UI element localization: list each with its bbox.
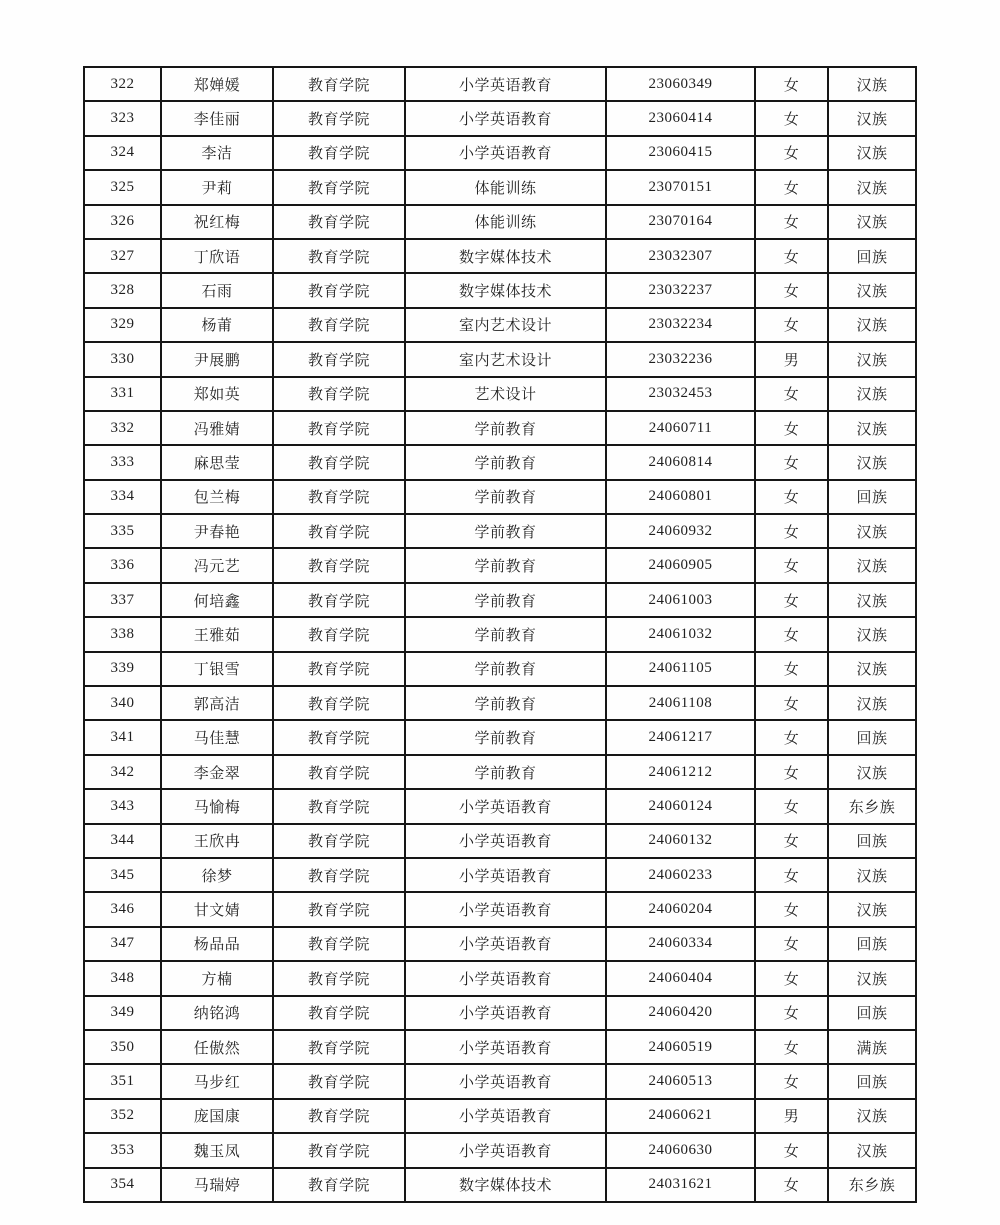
cell-ethnicity: 汉族	[828, 170, 916, 204]
cell-ethnicity: 汉族	[828, 961, 916, 995]
cell-name: 马愉梅	[161, 789, 273, 823]
cell-gender: 女	[755, 892, 828, 926]
cell-ethnicity: 汉族	[828, 101, 916, 135]
cell-gender: 女	[755, 273, 828, 307]
cell-gender: 女	[755, 1133, 828, 1167]
table-row	[84, 961, 916, 995]
cell-ethnicity: 回族	[828, 927, 916, 961]
cell-gender: 女	[755, 445, 828, 479]
cell-ethnicity: 汉族	[828, 858, 916, 892]
cell-row-number: 328	[84, 273, 161, 307]
cell-college: 教育学院	[273, 170, 405, 204]
table-row	[84, 1099, 916, 1133]
cell-name: 甘文婧	[161, 892, 273, 926]
cell-major: 小学英语教育	[405, 1099, 606, 1133]
cell-name: 马瑞婷	[161, 1168, 273, 1202]
cell-college: 教育学院	[273, 686, 405, 720]
cell-ethnicity: 汉族	[828, 652, 916, 686]
cell-major: 小学英语教育	[405, 1133, 606, 1167]
cell-gender: 女	[755, 617, 828, 651]
cell-ethnicity: 汉族	[828, 205, 916, 239]
table-row	[84, 445, 916, 479]
cell-major: 小学英语教育	[405, 101, 606, 135]
cell-college: 教育学院	[273, 583, 405, 617]
table-row	[84, 205, 916, 239]
cell-college: 教育学院	[273, 411, 405, 445]
cell-row-number: 324	[84, 136, 161, 170]
cell-row-number: 347	[84, 927, 161, 961]
cell-ethnicity: 汉族	[828, 755, 916, 789]
cell-gender: 男	[755, 1099, 828, 1133]
table-row	[84, 136, 916, 170]
cell-name: 马佳慧	[161, 720, 273, 754]
cell-major: 学前教育	[405, 686, 606, 720]
cell-student-id: 24061003	[606, 583, 755, 617]
table-row	[84, 273, 916, 307]
cell-row-number: 343	[84, 789, 161, 823]
cell-student-id: 23032237	[606, 273, 755, 307]
cell-gender: 女	[755, 686, 828, 720]
table-row	[84, 858, 916, 892]
cell-student-id: 23032236	[606, 342, 755, 376]
table-row	[84, 720, 916, 754]
cell-college: 教育学院	[273, 1133, 405, 1167]
cell-major: 数字媒体技术	[405, 239, 606, 273]
cell-major: 体能训练	[405, 205, 606, 239]
cell-major: 学前教育	[405, 720, 606, 754]
cell-row-number: 331	[84, 377, 161, 411]
cell-gender: 女	[755, 755, 828, 789]
table-row	[84, 996, 916, 1030]
cell-row-number: 353	[84, 1133, 161, 1167]
cell-student-id: 23060415	[606, 136, 755, 170]
cell-student-id: 24060630	[606, 1133, 755, 1167]
cell-row-number: 330	[84, 342, 161, 376]
cell-ethnicity: 回族	[828, 720, 916, 754]
cell-name: 纳铭鸿	[161, 996, 273, 1030]
cell-gender: 女	[755, 996, 828, 1030]
cell-gender: 女	[755, 652, 828, 686]
cell-gender: 女	[755, 824, 828, 858]
student-roster-table	[83, 66, 917, 1203]
cell-name: 马步红	[161, 1064, 273, 1098]
cell-major: 小学英语教育	[405, 927, 606, 961]
cell-major: 学前教育	[405, 514, 606, 548]
cell-college: 教育学院	[273, 377, 405, 411]
cell-college: 教育学院	[273, 824, 405, 858]
cell-major: 小学英语教育	[405, 892, 606, 926]
cell-major: 艺术设计	[405, 377, 606, 411]
cell-college: 教育学院	[273, 480, 405, 514]
cell-gender: 女	[755, 1030, 828, 1064]
cell-student-id: 24060233	[606, 858, 755, 892]
cell-ethnicity: 汉族	[828, 583, 916, 617]
cell-student-id: 24060932	[606, 514, 755, 548]
cell-ethnicity: 汉族	[828, 445, 916, 479]
table-row	[84, 239, 916, 273]
cell-student-id: 24031621	[606, 1168, 755, 1202]
cell-college: 教育学院	[273, 548, 405, 582]
table-row	[84, 170, 916, 204]
cell-row-number: 342	[84, 755, 161, 789]
cell-gender: 女	[755, 514, 828, 548]
cell-major: 学前教育	[405, 617, 606, 651]
cell-gender: 女	[755, 480, 828, 514]
cell-college: 教育学院	[273, 67, 405, 101]
cell-college: 教育学院	[273, 239, 405, 273]
cell-name: 祝红梅	[161, 205, 273, 239]
cell-college: 教育学院	[273, 101, 405, 135]
cell-student-id: 24061108	[606, 686, 755, 720]
cell-row-number: 322	[84, 67, 161, 101]
cell-row-number: 352	[84, 1099, 161, 1133]
cell-name: 徐梦	[161, 858, 273, 892]
cell-name: 尹展鹏	[161, 342, 273, 376]
cell-ethnicity: 汉族	[828, 273, 916, 307]
cell-college: 教育学院	[273, 617, 405, 651]
cell-row-number: 339	[84, 652, 161, 686]
cell-major: 学前教育	[405, 411, 606, 445]
table-row	[84, 686, 916, 720]
cell-row-number: 354	[84, 1168, 161, 1202]
cell-name: 李金翠	[161, 755, 273, 789]
cell-name: 石雨	[161, 273, 273, 307]
cell-name: 庞国康	[161, 1099, 273, 1133]
cell-major: 体能训练	[405, 170, 606, 204]
cell-ethnicity: 汉族	[828, 1099, 916, 1133]
cell-row-number: 338	[84, 617, 161, 651]
cell-major: 数字媒体技术	[405, 1168, 606, 1202]
cell-student-id: 24060905	[606, 548, 755, 582]
cell-ethnicity: 回族	[828, 824, 916, 858]
cell-student-id: 24060519	[606, 1030, 755, 1064]
cell-row-number: 325	[84, 170, 161, 204]
cell-major: 学前教育	[405, 583, 606, 617]
cell-ethnicity: 汉族	[828, 617, 916, 651]
cell-major: 小学英语教育	[405, 789, 606, 823]
cell-ethnicity: 回族	[828, 996, 916, 1030]
cell-gender: 女	[755, 583, 828, 617]
cell-college: 教育学院	[273, 136, 405, 170]
cell-row-number: 329	[84, 308, 161, 342]
cell-row-number: 351	[84, 1064, 161, 1098]
cell-name: 郭高洁	[161, 686, 273, 720]
cell-student-id: 24061217	[606, 720, 755, 754]
cell-row-number: 345	[84, 858, 161, 892]
cell-gender: 女	[755, 239, 828, 273]
cell-gender: 女	[755, 789, 828, 823]
cell-ethnicity: 满族	[828, 1030, 916, 1064]
cell-major: 小学英语教育	[405, 1064, 606, 1098]
cell-student-id: 24060420	[606, 996, 755, 1030]
cell-name: 冯雅婧	[161, 411, 273, 445]
cell-row-number: 332	[84, 411, 161, 445]
table-row	[84, 514, 916, 548]
cell-ethnicity: 汉族	[828, 1133, 916, 1167]
cell-row-number: 333	[84, 445, 161, 479]
cell-student-id: 24060814	[606, 445, 755, 479]
table-row	[84, 927, 916, 961]
cell-college: 教育学院	[273, 755, 405, 789]
cell-row-number: 340	[84, 686, 161, 720]
cell-major: 小学英语教育	[405, 136, 606, 170]
cell-college: 教育学院	[273, 961, 405, 995]
table-row	[84, 342, 916, 376]
cell-student-id: 23032234	[606, 308, 755, 342]
table-row	[84, 101, 916, 135]
cell-name: 王欣冉	[161, 824, 273, 858]
cell-college: 教育学院	[273, 927, 405, 961]
cell-ethnicity: 东乡族	[828, 1168, 916, 1202]
cell-major: 学前教育	[405, 480, 606, 514]
cell-ethnicity: 汉族	[828, 342, 916, 376]
cell-row-number: 341	[84, 720, 161, 754]
cell-major: 小学英语教育	[405, 961, 606, 995]
cell-college: 教育学院	[273, 514, 405, 548]
cell-ethnicity: 汉族	[828, 308, 916, 342]
cell-ethnicity: 回族	[828, 1064, 916, 1098]
cell-college: 教育学院	[273, 996, 405, 1030]
cell-college: 教育学院	[273, 342, 405, 376]
cell-row-number: 348	[84, 961, 161, 995]
cell-name: 任傲然	[161, 1030, 273, 1064]
table-row	[84, 480, 916, 514]
cell-name: 杨莆	[161, 308, 273, 342]
cell-major: 学前教育	[405, 548, 606, 582]
cell-college: 教育学院	[273, 1099, 405, 1133]
cell-name: 丁欣语	[161, 239, 273, 273]
cell-row-number: 323	[84, 101, 161, 135]
cell-ethnicity: 回族	[828, 239, 916, 273]
cell-gender: 女	[755, 927, 828, 961]
cell-ethnicity: 汉族	[828, 514, 916, 548]
cell-ethnicity: 汉族	[828, 411, 916, 445]
cell-name: 尹春艳	[161, 514, 273, 548]
cell-gender: 女	[755, 101, 828, 135]
table-row	[84, 755, 916, 789]
cell-major: 学前教育	[405, 652, 606, 686]
cell-ethnicity: 汉族	[828, 892, 916, 926]
cell-gender: 女	[755, 308, 828, 342]
cell-gender: 女	[755, 961, 828, 995]
cell-student-id: 24060711	[606, 411, 755, 445]
cell-major: 数字媒体技术	[405, 273, 606, 307]
cell-name: 包兰梅	[161, 480, 273, 514]
cell-ethnicity: 东乡族	[828, 789, 916, 823]
table-row	[84, 1168, 916, 1202]
cell-gender: 男	[755, 342, 828, 376]
cell-student-id: 23032453	[606, 377, 755, 411]
cell-gender: 女	[755, 205, 828, 239]
cell-name: 郑婵媛	[161, 67, 273, 101]
cell-college: 教育学院	[273, 652, 405, 686]
cell-ethnicity: 汉族	[828, 548, 916, 582]
cell-student-id: 23060414	[606, 101, 755, 135]
cell-college: 教育学院	[273, 789, 405, 823]
cell-student-id: 24061032	[606, 617, 755, 651]
cell-row-number: 336	[84, 548, 161, 582]
cell-major: 小学英语教育	[405, 824, 606, 858]
cell-row-number: 344	[84, 824, 161, 858]
cell-major: 室内艺术设计	[405, 308, 606, 342]
cell-gender: 女	[755, 377, 828, 411]
cell-student-id: 23070151	[606, 170, 755, 204]
cell-student-id: 23032307	[606, 239, 755, 273]
cell-row-number: 346	[84, 892, 161, 926]
table-row	[84, 308, 916, 342]
cell-major: 小学英语教育	[405, 996, 606, 1030]
cell-student-id: 24060334	[606, 927, 755, 961]
cell-name: 李佳丽	[161, 101, 273, 135]
cell-gender: 女	[755, 170, 828, 204]
cell-major: 学前教育	[405, 755, 606, 789]
cell-student-id: 24060132	[606, 824, 755, 858]
cell-name: 王雅茹	[161, 617, 273, 651]
cell-gender: 女	[755, 858, 828, 892]
cell-gender: 女	[755, 548, 828, 582]
cell-college: 教育学院	[273, 1064, 405, 1098]
cell-ethnicity: 汉族	[828, 686, 916, 720]
cell-name: 魏玉凤	[161, 1133, 273, 1167]
cell-gender: 女	[755, 1064, 828, 1098]
cell-college: 教育学院	[273, 445, 405, 479]
cell-major: 小学英语教育	[405, 858, 606, 892]
cell-name: 冯元艺	[161, 548, 273, 582]
cell-college: 教育学院	[273, 1030, 405, 1064]
table-row	[84, 892, 916, 926]
table-row	[84, 377, 916, 411]
table-row	[84, 652, 916, 686]
cell-name: 尹莉	[161, 170, 273, 204]
cell-gender: 女	[755, 411, 828, 445]
cell-row-number: 335	[84, 514, 161, 548]
cell-row-number: 334	[84, 480, 161, 514]
cell-student-id: 24060801	[606, 480, 755, 514]
cell-college: 教育学院	[273, 308, 405, 342]
cell-major: 小学英语教育	[405, 67, 606, 101]
cell-major: 学前教育	[405, 445, 606, 479]
cell-name: 何培鑫	[161, 583, 273, 617]
cell-student-id: 23060349	[606, 67, 755, 101]
cell-student-id: 23070164	[606, 205, 755, 239]
cell-college: 教育学院	[273, 892, 405, 926]
cell-student-id: 24060621	[606, 1099, 755, 1133]
cell-college: 教育学院	[273, 720, 405, 754]
table-row	[84, 548, 916, 582]
table-row	[84, 789, 916, 823]
cell-student-id: 24060513	[606, 1064, 755, 1098]
cell-major: 小学英语教育	[405, 1030, 606, 1064]
cell-college: 教育学院	[273, 205, 405, 239]
table-row	[84, 583, 916, 617]
cell-ethnicity: 汉族	[828, 377, 916, 411]
table-row	[84, 1030, 916, 1064]
cell-row-number: 327	[84, 239, 161, 273]
table-row	[84, 824, 916, 858]
cell-name: 郑如英	[161, 377, 273, 411]
cell-name: 麻思莹	[161, 445, 273, 479]
cell-student-id: 24060204	[606, 892, 755, 926]
cell-student-id: 24060124	[606, 789, 755, 823]
table-row	[84, 1064, 916, 1098]
roster-table-body	[84, 67, 916, 1202]
cell-name: 杨品品	[161, 927, 273, 961]
cell-college: 教育学院	[273, 858, 405, 892]
cell-gender: 女	[755, 1168, 828, 1202]
cell-row-number: 337	[84, 583, 161, 617]
cell-gender: 女	[755, 720, 828, 754]
cell-gender: 女	[755, 136, 828, 170]
cell-ethnicity: 汉族	[828, 136, 916, 170]
cell-student-id: 24061105	[606, 652, 755, 686]
cell-student-id: 24061212	[606, 755, 755, 789]
cell-name: 方楠	[161, 961, 273, 995]
table-row	[84, 411, 916, 445]
cell-student-id: 24060404	[606, 961, 755, 995]
cell-row-number: 349	[84, 996, 161, 1030]
cell-row-number: 350	[84, 1030, 161, 1064]
cell-ethnicity: 汉族	[828, 67, 916, 101]
table-row	[84, 1133, 916, 1167]
cell-ethnicity: 回族	[828, 480, 916, 514]
table-row	[84, 617, 916, 651]
cell-name: 李洁	[161, 136, 273, 170]
cell-row-number: 326	[84, 205, 161, 239]
cell-name: 丁银雪	[161, 652, 273, 686]
cell-college: 教育学院	[273, 273, 405, 307]
cell-major: 室内艺术设计	[405, 342, 606, 376]
cell-college: 教育学院	[273, 1168, 405, 1202]
cell-gender: 女	[755, 67, 828, 101]
table-row	[84, 67, 916, 101]
